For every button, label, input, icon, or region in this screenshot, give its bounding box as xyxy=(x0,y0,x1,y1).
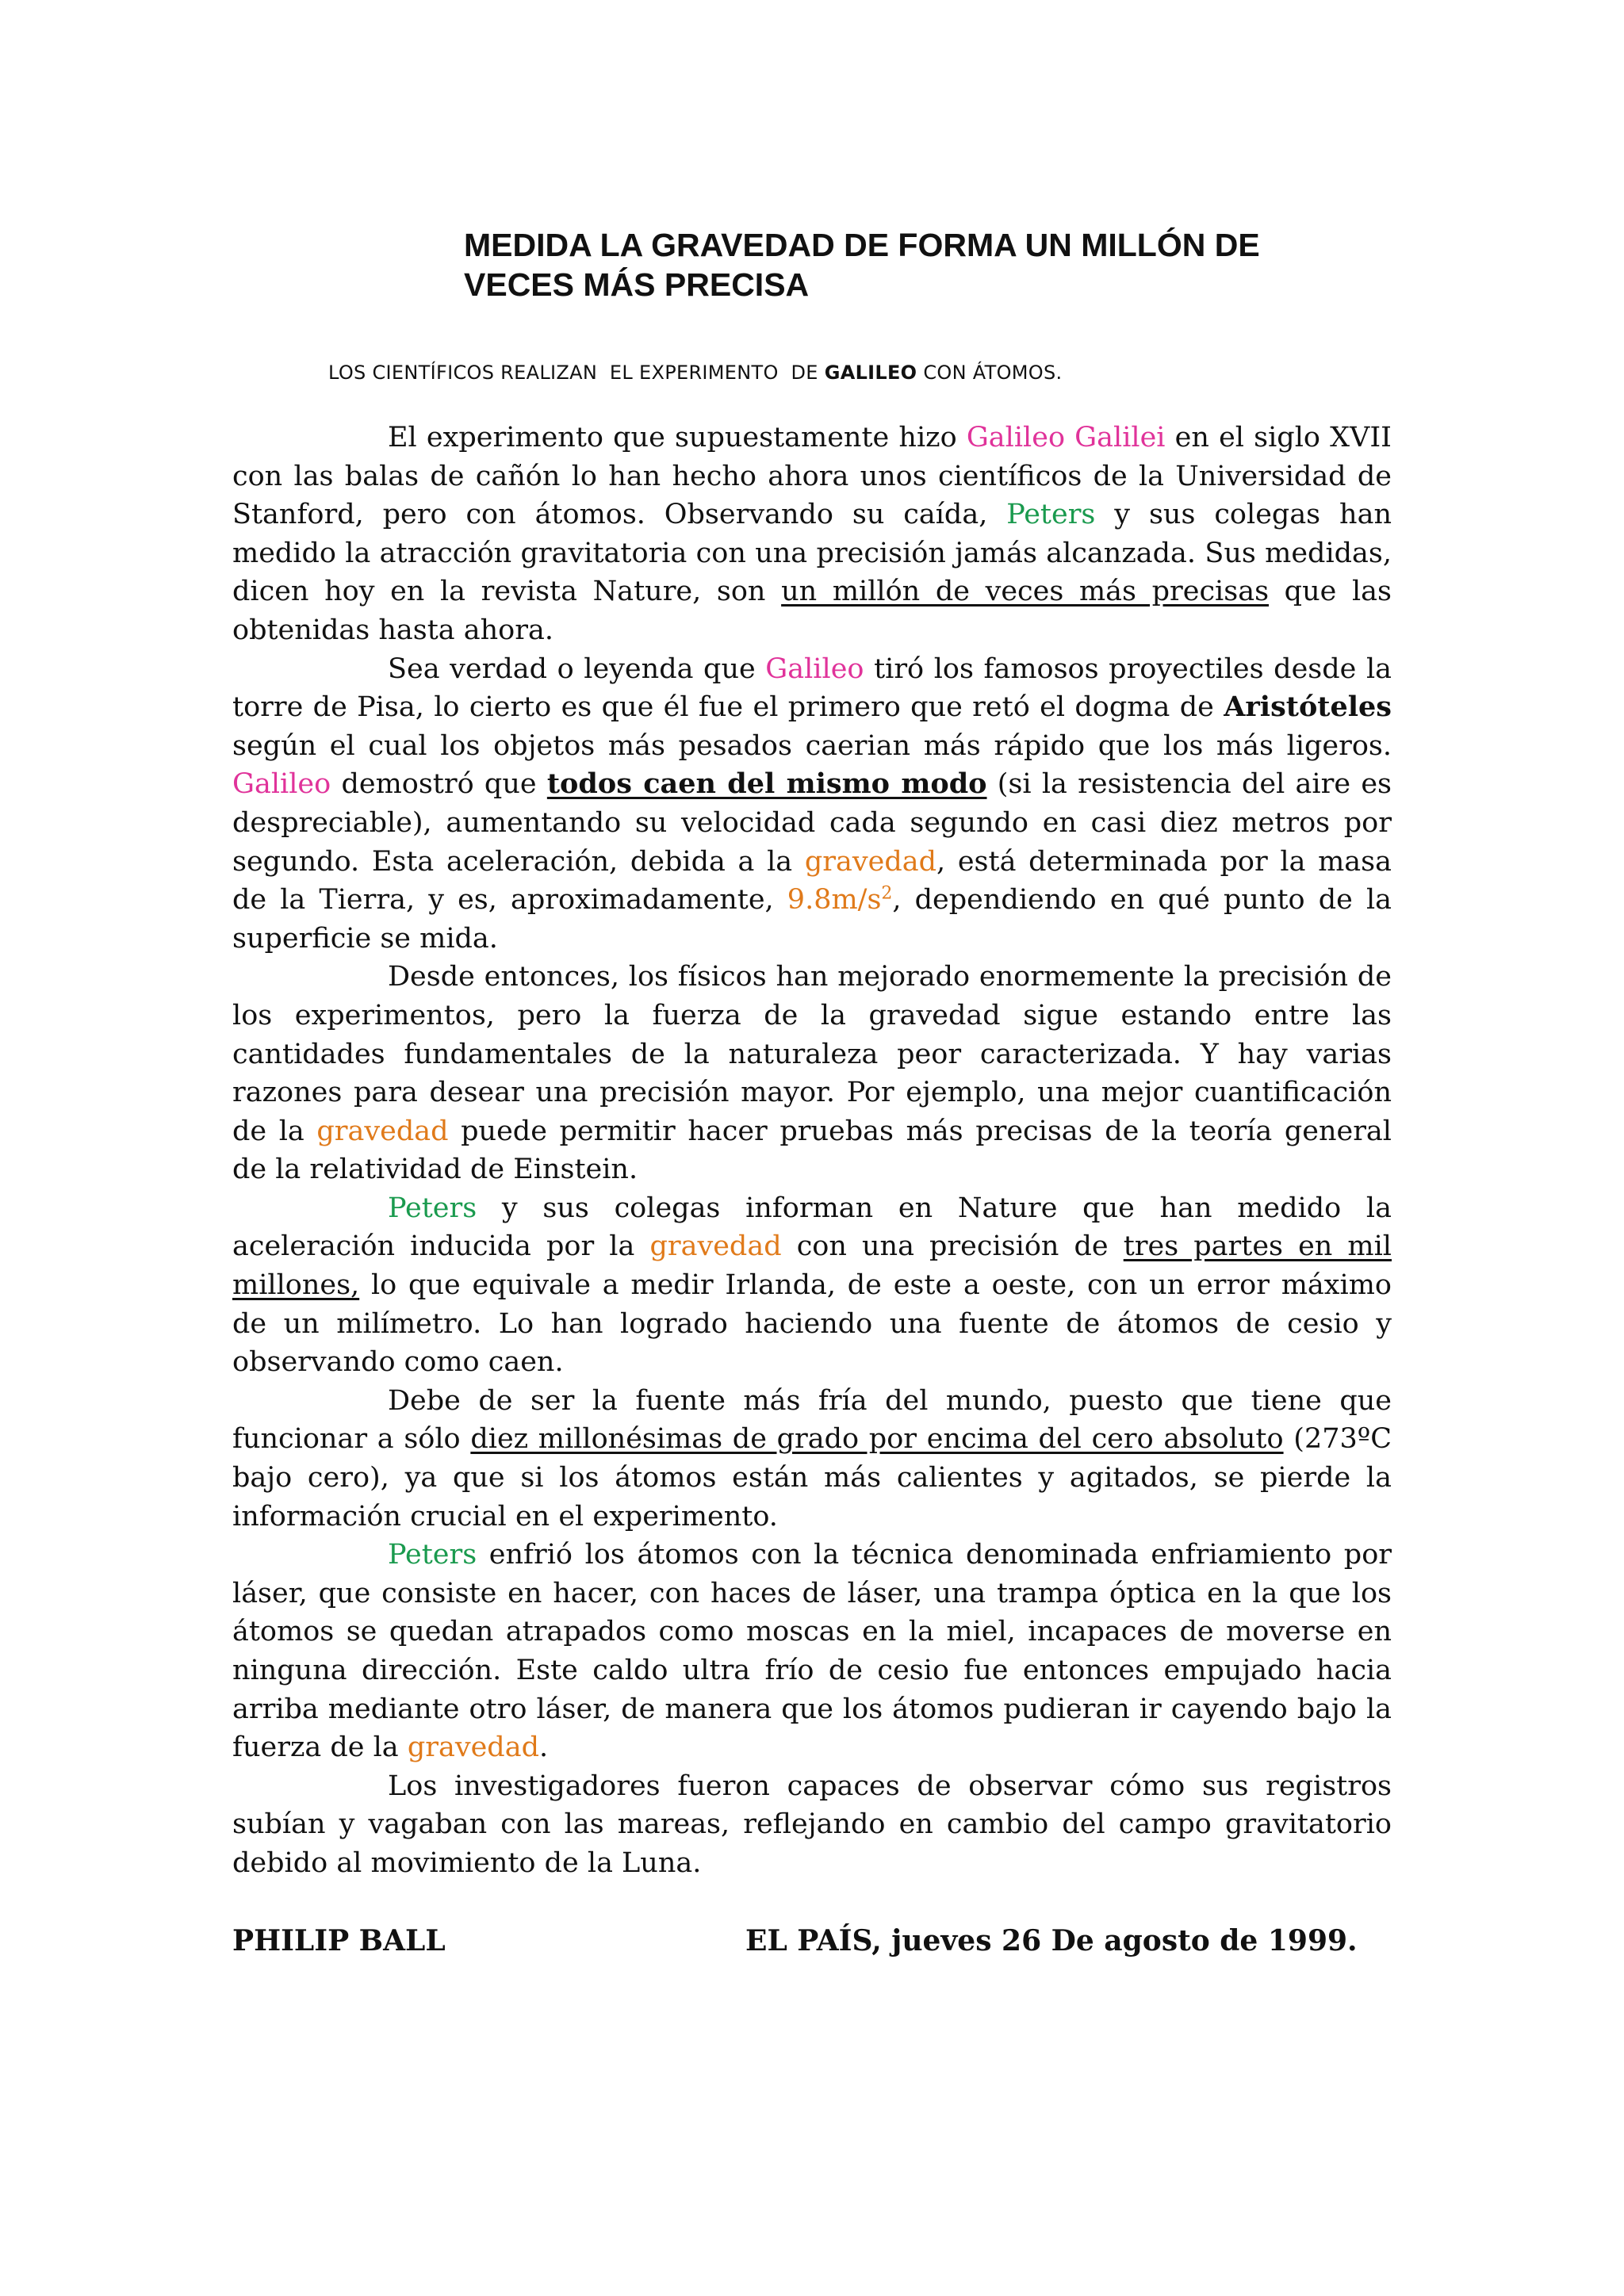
article-source-date: EL PAÍS, jueves 26 De agosto de 1999. xyxy=(745,1924,1358,1957)
title-line-1: MEDIDA LA GRAVEDAD DE FORMA UN MILLÓN DE xyxy=(464,227,1260,263)
bold-underlined-phrase: todos caen del mismo modo xyxy=(546,767,987,801)
p1-text-1: El experimento que supuestamente hizo xyxy=(388,422,967,453)
name-peters: Peters xyxy=(1006,499,1096,531)
subtitle-text-start: LOS CIENTÍFICOS REALIZAN EL EXPERIMENTO DE xyxy=(328,362,825,384)
term-gravedad: gravedad xyxy=(407,1732,539,1764)
p4-text-3: lo que equivale a medir Irlanda, de este a oeste, con un error máximo de un milímetro. Lo han logrado haciendo una fuente de átomos de cesio y observando como caen. xyxy=(232,1269,1392,1379)
article-subtitle xyxy=(328,358,1438,387)
title-line-2: VECES MÁS PRECISA xyxy=(464,266,810,303)
p2-text-1: Sea verdad o leyenda que xyxy=(388,652,766,685)
subtitle-text-end: CON ÁTOMOS. xyxy=(917,362,1063,384)
article-body xyxy=(232,419,1392,1883)
name-peters: Peters xyxy=(388,1539,477,1571)
name-galileo-galilei: Galileo Galilei xyxy=(966,422,1166,453)
paragraph-1 xyxy=(232,419,1392,650)
p2-text-2: tiró los famosos proyectiles desde la torre de Pisa, lo cierto es que él fue el primero que retó el dogma de xyxy=(232,652,1392,724)
p3-text-1: Desde entonces, los físicos han mejorado enormemente la precisión de los experimentos, pero la fuerza de la gravedad sigue estando entre las cantidades fundamentales de la naturaleza peor caracterizada. Y hay varias razones para desear una precisión mayor. Por ejemplo, una mejor cuantificación de la xyxy=(232,961,1392,1147)
name-galileo: Galileo xyxy=(765,652,864,685)
name-aristoteles: Aristóteles xyxy=(1224,691,1392,724)
acceleration-base: 9.8m/s xyxy=(787,884,882,916)
underlined-phrase-precision: tres partes en mil millones, xyxy=(232,1230,1392,1302)
p5-text-1: Debe de ser la fuente más fría del mundo, puesto que tiene que funcionar a sólo xyxy=(232,1384,1392,1456)
p3-text-2: puede permitir hacer pruebas más precisas de la teoría general de la relatividad de Einstein. xyxy=(232,1115,1392,1186)
p7-text-1: Los investigadores fueron capaces de observar cómo sus registros subían y vagaban con las mareas, reflejando en cambio del campo gravitatorio debido al movimiento de la Luna. xyxy=(232,1770,1392,1879)
p2-text-6: , está determinada por la masa de la Tierra, y es, aproximadamente, xyxy=(232,845,1392,916)
p4-text-2: con una precisión de xyxy=(781,1230,1124,1263)
p1-text-2: en el siglo XVII con las balas de cañón lo han hecho ahora unos científicos de la Universidad de Stanford, pero con átomos. Observando su caída, xyxy=(232,422,1392,531)
p1-text-3: y sus colegas han medido la atracción gravitatoria con una precisión jamás alcanzada. Sus medidas, dicen hoy en la revista Nature, son xyxy=(232,499,1392,608)
paragraph-3 xyxy=(232,958,1392,1189)
p4-text-1: y sus colegas informan en Nature que han medido la aceleración inducida por la xyxy=(232,1192,1392,1263)
p2-text-4: demostró que xyxy=(331,768,547,801)
article-title xyxy=(464,225,1415,304)
paragraph-2 xyxy=(232,650,1392,959)
paragraph-5 xyxy=(232,1382,1392,1536)
article-author: PHILIP BALL xyxy=(232,1924,446,1957)
subtitle-bold-galileo: GALILEO xyxy=(824,362,917,384)
term-gravedad: gravedad xyxy=(804,845,937,878)
paragraph-7 xyxy=(232,1767,1392,1883)
term-gravedad: gravedad xyxy=(649,1230,782,1263)
p2-text-3: según el cual los objetos más pesados caerian más rápido que los más ligeros. xyxy=(232,729,1392,762)
paragraph-6 xyxy=(232,1536,1392,1767)
name-galileo: Galileo xyxy=(232,768,331,801)
p2-text-5: (si la resistencia del aire es despreciable), aumentando su velocidad cada segundo en casi diez metros por segundo. Esta aceleración, debida a la xyxy=(232,768,1392,878)
p2-text-7: , dependiendo en qué punto de la superficie se mida. xyxy=(232,884,1392,955)
paragraph-4 xyxy=(232,1189,1392,1382)
underlined-phrase-temperature: diez millonésimas de grado por encima del cero absoluto xyxy=(470,1423,1284,1456)
underlined-phrase-million: un millón de veces más precisas xyxy=(781,576,1270,608)
acceleration-value xyxy=(787,884,893,916)
name-peters: Peters xyxy=(388,1192,477,1224)
acceleration-exponent: 2 xyxy=(881,883,893,904)
p6-text-1: enfrió los átomos con la técnica denominada enfriamiento por láser, que consiste en hacer, con haces de láser, una trampa óptica en la que los átomos se quedan atrapados como moscas en la miel, incapaces de moverse en ninguna dirección. Este caldo ultra frío de cesio fue entonces empujado hacia arriba mediante otro láser, de manera que los átomos pudieran ir cayendo bajo la fuerza de la xyxy=(232,1539,1392,1764)
p6-text-2: . xyxy=(538,1732,549,1764)
p1-text-4: que las obtenidas hasta ahora. xyxy=(232,576,1392,646)
p5-text-2: (273ºC bajo cero), ya que si los átomos están más calientes y agitados, se pierde la información crucial en el experimento. xyxy=(232,1423,1392,1533)
term-gravedad: gravedad xyxy=(316,1115,449,1147)
